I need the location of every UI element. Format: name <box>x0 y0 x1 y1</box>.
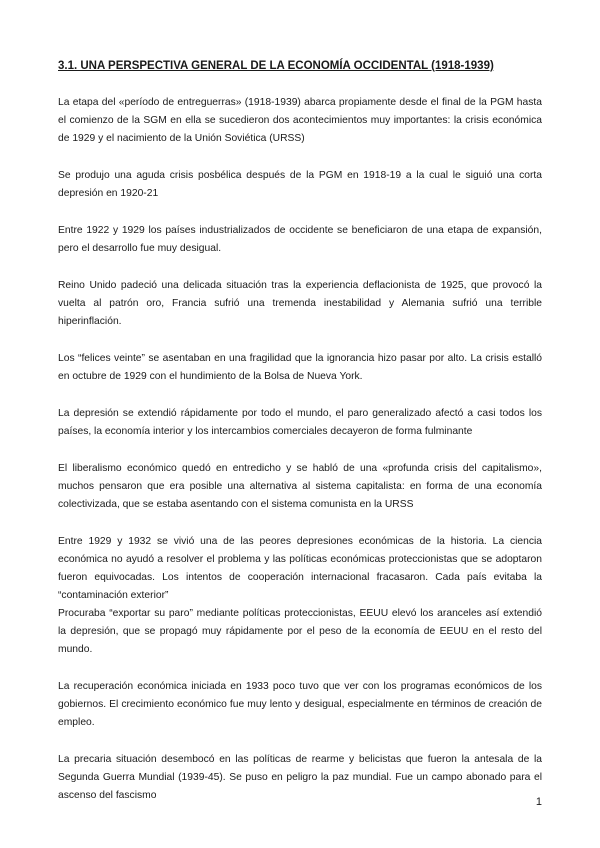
section-title: 3.1. UNA PERSPECTIVA GENERAL DE LA ECONOMÍA OCCIDENTAL (1918-1939) <box>58 60 494 72</box>
paragraph-crisis-posbelica: Se produjo una aguda crisis posbélica después de la PGM en 1918-19 a la cual le siguió una corta depresión en 1920-21 <box>58 170 542 199</box>
paragraph-depresion: La depresión se extendió rápidamente por todo el mundo, el paro generalizado afectó a casi todos los países, la economía interior y los intercambios comerciales decayeron de forma fulminante <box>58 408 542 437</box>
paragraph-expansion: Entre 1922 y 1929 los países industrializados de occidente se beneficiaron de una etapa de expansión, pero el desarrollo fue muy desigual. <box>58 225 542 254</box>
page-number: 1 <box>535 796 542 808</box>
paragraph-entreguerras: La etapa del «período de entreguerras» (1918-1939) abarca propiamente desde el final de la PGM hasta el comienzo de la SGM en ella se sucedieron dos acontecimientos muy importantes: la crisis económica de 1929 y el nacimiento de la Unión Soviética (URSS) <box>58 97 542 144</box>
paragraph-recuperacion: La recuperación económica iniciada en 1933 poco tuvo que ver con los programas económicos de los gobiernos. El crecimiento económico fue muy lento y desigual, especialmente en términos de creación de empleo. <box>58 681 542 728</box>
paragraph-1929-1932: Entre 1929 y 1932 se vivió una de las peores depresiones económicas de la historia. La ciencia económica no ayudó a resolver el problema y las políticas económicas proteccionistas que se adoptaron fueron equivocadas. Los intentos de cooperación internacional fracasaron. Cada país evitaba la “contaminación exterior” <box>58 536 542 601</box>
paragraph-liberalismo: El liberalismo económico quedó en entredicho y se habló de una «profunda crisis del capitalismo», muchos pensaron que era posible una alternativa al sistema capitalista: en forma de una economía colectivizada, que se estaba asentando con el sistema comunista en la URSS <box>58 463 542 510</box>
document-page <box>58 58 542 824</box>
paragraph-felices-veinte: Los “felices veinte” se asentaban en una fragilidad que la ignorancia hizo pasar por alto. La crisis estalló en octubre de 1929 con el hundimiento de la Bolsa de Nueva York. <box>58 353 542 382</box>
paragraph-exportar-paro: Procuraba “exportar su paro” mediante políticas proteccionistas, EEUU elevó los aranceles así extendió la depresión, que se propagó muy rápidamente por el peso de la economía de EEUU en el resto del mundo. <box>58 608 542 655</box>
paragraph-rearme: La precaria situación desembocó en las políticas de rearme y belicistas que fueron la antesala de la Segunda Guerra Mundial (1939-45). Se puso en peligro la paz mundial. Fue un campo abonado para el ascenso del fascismo <box>58 754 542 801</box>
paragraph-reino-unido: Reino Unido padeció una delicada situación tras la experiencia deflacionista de 1925, que provocó la vuelta al patrón oro, Francia sufrió una tremenda inestabilidad y Alemania sufrió una terrible hiperinflación. <box>58 280 542 327</box>
